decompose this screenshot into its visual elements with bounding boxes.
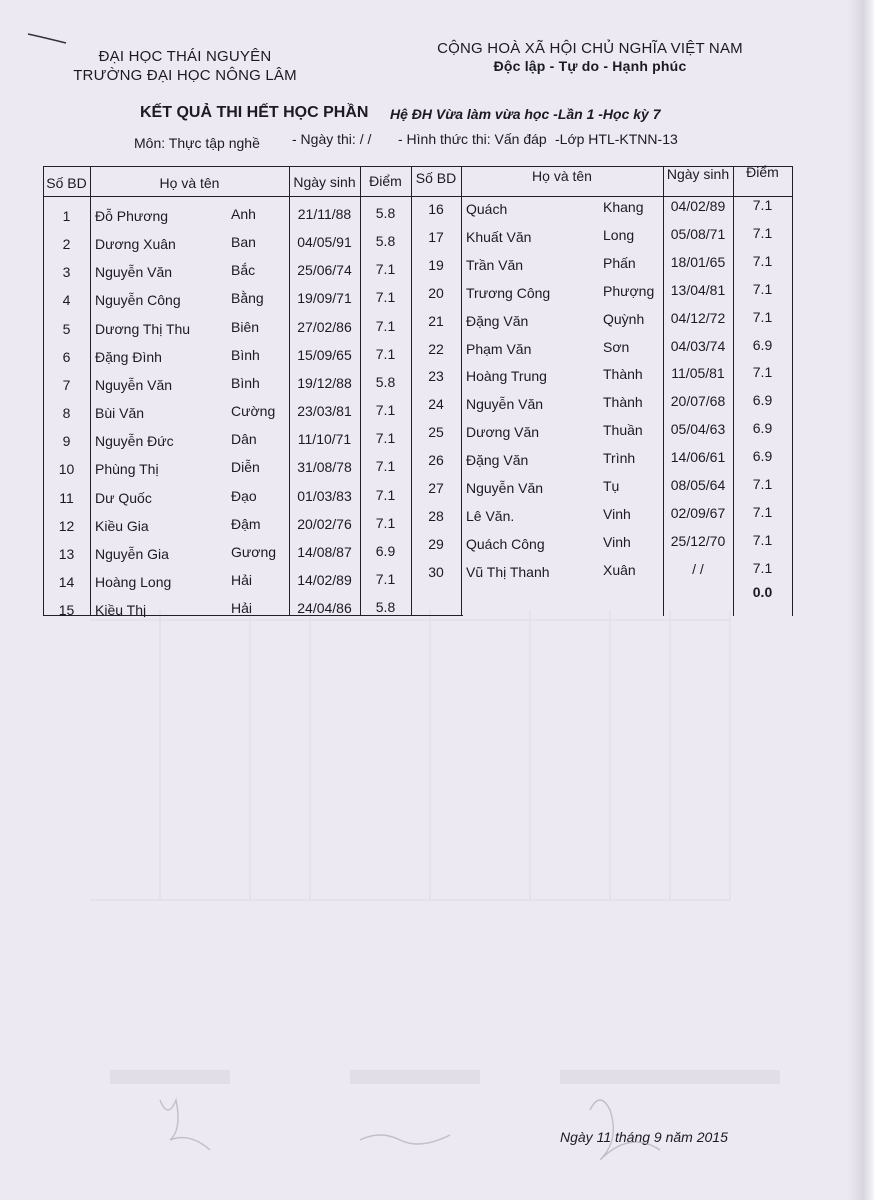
score-cell: 7.1 bbox=[752, 531, 773, 548]
dob-cell: 11/10/71 bbox=[297, 431, 352, 448]
sbd-cell: 2 bbox=[62, 236, 71, 253]
first-name-cell: Gương bbox=[231, 543, 277, 560]
dob-cell: 14/08/87 bbox=[297, 543, 352, 560]
last-name-cell: Khuất Văn bbox=[466, 228, 532, 245]
first-name-cell: Vinh bbox=[603, 533, 631, 550]
last-name-cell: Trương Công bbox=[466, 284, 551, 301]
col-header-sbd-right: Số BD bbox=[415, 170, 457, 186]
col-header-name-left: Họ và tên bbox=[159, 175, 220, 191]
sbd-cell: 9 bbox=[62, 433, 71, 450]
last-name-cell: Phùng Thị bbox=[95, 461, 159, 478]
signing-date: Ngày 11 tháng 9 năm 2015 bbox=[560, 1129, 728, 1145]
dob-cell: 14/06/61 bbox=[670, 449, 726, 466]
dob-cell: 04/05/91 bbox=[297, 234, 352, 251]
class-code: -Lớp HTL-KTNN-13 bbox=[555, 131, 678, 147]
score-cell: 7.1 bbox=[375, 430, 396, 447]
dob-cell: 31/08/78 bbox=[297, 459, 352, 476]
sbd-cell: 14 bbox=[58, 573, 75, 590]
score-cell: 7.1 bbox=[752, 559, 773, 576]
last-name-cell: Đỗ Phương bbox=[95, 208, 169, 224]
sbd-cell: 3 bbox=[62, 264, 71, 281]
first-name-cell: Phấn bbox=[603, 254, 636, 271]
results-table bbox=[43, 164, 793, 619]
dob-cell: 19/09/71 bbox=[297, 290, 352, 307]
exam-date: - Ngày thi: / / bbox=[292, 131, 372, 147]
last-name-cell: Nguyễn Gia bbox=[95, 545, 169, 562]
dob-cell: 04/12/72 bbox=[670, 309, 726, 326]
sbd-cell: 23 bbox=[428, 368, 444, 385]
program-subtitle: Hệ ĐH Vừa làm vừa học -Lần 1 -Học kỳ 7 bbox=[390, 106, 661, 122]
dob-cell: 15/09/65 bbox=[297, 346, 352, 363]
dob-cell: 20/07/68 bbox=[670, 393, 726, 410]
dob-cell: / / bbox=[692, 560, 704, 577]
last-name-cell: Nguyễn Văn bbox=[466, 480, 544, 496]
last-name-cell: Quách bbox=[466, 201, 508, 217]
score-cell: 7.1 bbox=[752, 503, 773, 520]
dob-cell: 11/05/81 bbox=[671, 365, 725, 382]
last-name-cell: Trần Văn bbox=[466, 256, 524, 273]
first-name-cell: Bình bbox=[231, 346, 260, 363]
last-name-cell: Nguyễn Văn bbox=[95, 376, 173, 393]
sbd-cell: 26 bbox=[428, 452, 444, 469]
last-name-cell: Kiều Thị bbox=[95, 602, 147, 619]
col-header-name-right: Họ và tên bbox=[532, 168, 592, 184]
first-name-cell: Hải bbox=[231, 600, 253, 617]
score-cell: 7.1 bbox=[752, 197, 773, 213]
score-cell: 6.9 bbox=[375, 542, 396, 559]
first-name-cell: Bằng bbox=[231, 290, 264, 307]
school-name: TRƯỜNG ĐẠI HỌC NÔNG LÂM bbox=[73, 67, 297, 84]
first-name-cell: Bình bbox=[231, 374, 260, 391]
score-cell: 7.1 bbox=[375, 570, 396, 587]
sbd-cell: 12 bbox=[58, 517, 75, 534]
dob-cell: 02/09/67 bbox=[670, 504, 726, 521]
dob-cell: 14/02/89 bbox=[297, 571, 352, 588]
sbd-cell: 29 bbox=[428, 535, 444, 552]
sbd-cell: 19 bbox=[428, 256, 444, 273]
sbd-cell: 7 bbox=[62, 376, 71, 393]
dob-cell: 25/12/70 bbox=[670, 532, 726, 549]
dob-cell: 23/03/81 bbox=[297, 403, 352, 420]
dob-cell: 20/02/76 bbox=[297, 515, 352, 532]
first-name-cell: Tụ bbox=[603, 478, 620, 494]
last-name-cell: Đặng Văn bbox=[466, 312, 529, 329]
score-cell: 5.8 bbox=[375, 205, 396, 221]
sbd-cell: 28 bbox=[428, 507, 444, 524]
sbd-cell: 30 bbox=[428, 563, 444, 580]
score-cell: 7.1 bbox=[375, 486, 396, 503]
first-name-cell: Sơn bbox=[603, 338, 630, 355]
national-motto: Độc lập - Tự do - Hạnh phúc bbox=[493, 58, 687, 74]
first-name-cell: Anh bbox=[231, 206, 256, 222]
sbd-cell: 16 bbox=[428, 201, 444, 217]
sbd-cell: 13 bbox=[58, 545, 75, 562]
dob-cell: 19/12/88 bbox=[297, 374, 352, 391]
sbd-cell: 11 bbox=[59, 489, 74, 506]
score-cell: 6.9 bbox=[752, 420, 773, 437]
last-name-cell: Dương Văn bbox=[466, 424, 540, 441]
document-title: KẾT QUẢ THI HẾT HỌC PHẦN bbox=[140, 104, 369, 121]
score-cell: 5.8 bbox=[375, 373, 396, 390]
sbd-cell: 10 bbox=[58, 461, 75, 478]
first-name-cell: Bắc bbox=[231, 262, 256, 279]
score-cell: 7.1 bbox=[752, 252, 773, 269]
sbd-cell: 17 bbox=[428, 228, 444, 245]
sbd-cell: 4 bbox=[62, 292, 71, 309]
score-cell: 7.1 bbox=[752, 476, 773, 492]
dob-cell: 25/06/74 bbox=[297, 262, 352, 279]
dob-cell: 27/02/86 bbox=[297, 318, 352, 335]
dob-cell: 24/04/86 bbox=[297, 600, 352, 617]
sbd-cell: 27 bbox=[428, 480, 444, 496]
signature-marks bbox=[150, 1080, 710, 1180]
last-name-cell: Phạm Văn bbox=[466, 340, 532, 357]
last-name-cell: Bùi Văn bbox=[95, 405, 145, 422]
col-header-dob-left: Ngày sinh bbox=[293, 174, 356, 190]
score-cell: 7.1 bbox=[375, 317, 396, 334]
col-header-sbd-left: Số BD bbox=[46, 175, 87, 191]
pen-mark bbox=[26, 30, 70, 46]
sbd-cell: 8 bbox=[62, 405, 71, 422]
score-cell: 7.1 bbox=[375, 458, 396, 475]
score-cell: 6.9 bbox=[752, 392, 773, 409]
score-cell: 6.9 bbox=[752, 448, 773, 465]
last-name-cell: Nguyễn Văn bbox=[95, 264, 173, 281]
first-name-cell: Đậm bbox=[231, 515, 261, 532]
extra-score-cell: 0.0 bbox=[752, 584, 773, 600]
score-cell: 7.1 bbox=[375, 261, 396, 278]
dob-cell: 08/05/64 bbox=[670, 477, 726, 493]
dob-cell: 04/02/89 bbox=[670, 198, 726, 214]
sbd-cell: 15 bbox=[58, 602, 75, 619]
score-cell: 6.9 bbox=[752, 336, 773, 353]
dob-cell: 05/04/63 bbox=[670, 421, 726, 438]
first-name-cell: Đạo bbox=[231, 487, 257, 504]
first-name-cell: Cường bbox=[231, 403, 276, 420]
dob-cell: 21/11/88 bbox=[297, 206, 352, 222]
score-cell: 7.1 bbox=[752, 280, 773, 297]
last-name-cell: Kiều Gia bbox=[95, 517, 149, 534]
dob-cell: 13/04/81 bbox=[670, 281, 726, 298]
score-cell: 5.8 bbox=[375, 599, 396, 616]
first-name-cell: Thành bbox=[603, 366, 643, 383]
first-name-cell: Thành bbox=[603, 394, 643, 411]
sbd-cell: 21 bbox=[428, 312, 444, 329]
first-name-cell: Biên bbox=[231, 318, 260, 335]
last-name-cell: Quách Công bbox=[466, 535, 545, 552]
first-name-cell: Diễn bbox=[231, 459, 260, 476]
exam-form: - Hình thức thi: Vấn đáp bbox=[398, 131, 547, 147]
sbd-cell: 5 bbox=[62, 320, 71, 337]
first-name-cell: Trình bbox=[603, 450, 636, 467]
subject-label: Môn: Thực tập nghề bbox=[134, 135, 260, 151]
first-name-cell: Khang bbox=[603, 199, 644, 215]
last-name-cell: Nguyễn Đức bbox=[95, 433, 174, 450]
first-name-cell: Dân bbox=[231, 431, 257, 448]
first-name-cell: Xuân bbox=[603, 561, 636, 578]
scan-edge bbox=[848, 0, 874, 1200]
last-name-cell: Dương Xuân bbox=[95, 236, 176, 253]
last-name-cell: Hoàng Long bbox=[95, 573, 172, 590]
dob-cell: 01/03/83 bbox=[297, 487, 352, 504]
score-cell: 7.1 bbox=[752, 364, 773, 381]
last-name-cell: Dư Quốc bbox=[95, 489, 152, 506]
last-name-cell: Dương Thị Thu bbox=[95, 320, 191, 337]
last-name-cell: Lê Văn. bbox=[466, 507, 515, 524]
dob-cell: 05/08/71 bbox=[670, 225, 726, 242]
sbd-cell: 24 bbox=[428, 396, 444, 413]
dob-cell: 04/03/74 bbox=[670, 337, 726, 354]
sbd-cell: 6 bbox=[62, 348, 71, 365]
country-name: CỘNG HOÀ XÃ HỘI CHỦ NGHĨA VIỆT NAM bbox=[437, 40, 743, 57]
first-name-cell: Ban bbox=[231, 234, 256, 251]
first-name-cell: Long bbox=[603, 226, 635, 243]
first-name-cell: Quỳnh bbox=[603, 310, 645, 327]
last-name-cell: Đặng Văn bbox=[466, 452, 529, 469]
score-cell: 7.1 bbox=[375, 514, 396, 531]
first-name-cell: Hải bbox=[231, 571, 253, 588]
score-cell: 7.1 bbox=[752, 308, 773, 325]
col-header-score-right: Điểm bbox=[746, 164, 779, 180]
last-name-cell: Nguyễn Công bbox=[95, 292, 181, 309]
sbd-cell: 1 bbox=[62, 208, 71, 224]
last-name-cell: Hoàng Trung bbox=[466, 368, 547, 385]
sbd-cell: 25 bbox=[428, 424, 444, 441]
last-name-cell: Nguyễn Văn bbox=[466, 396, 544, 413]
first-name-cell: Vinh bbox=[603, 505, 631, 522]
score-cell: 5.8 bbox=[375, 233, 396, 250]
dob-cell: 18/01/65 bbox=[670, 253, 726, 270]
score-cell: 7.1 bbox=[375, 289, 396, 306]
col-header-score-left: Điểm bbox=[369, 173, 402, 189]
university-name: ĐẠI HỌC THÁI NGUYÊN bbox=[98, 48, 272, 65]
sbd-cell: 22 bbox=[428, 340, 444, 357]
score-cell: 7.1 bbox=[752, 224, 773, 241]
score-cell: 7.1 bbox=[375, 402, 396, 419]
col-header-dob-right: Ngày sinh bbox=[666, 166, 730, 182]
last-name-cell: Vũ Thị Thanh bbox=[466, 563, 550, 580]
sbd-cell: 20 bbox=[428, 284, 444, 301]
first-name-cell: Thuần bbox=[603, 422, 643, 439]
first-name-cell: Phượng bbox=[603, 282, 655, 299]
score-cell: 7.1 bbox=[375, 345, 396, 362]
last-name-cell: Đặng Đình bbox=[95, 348, 162, 365]
